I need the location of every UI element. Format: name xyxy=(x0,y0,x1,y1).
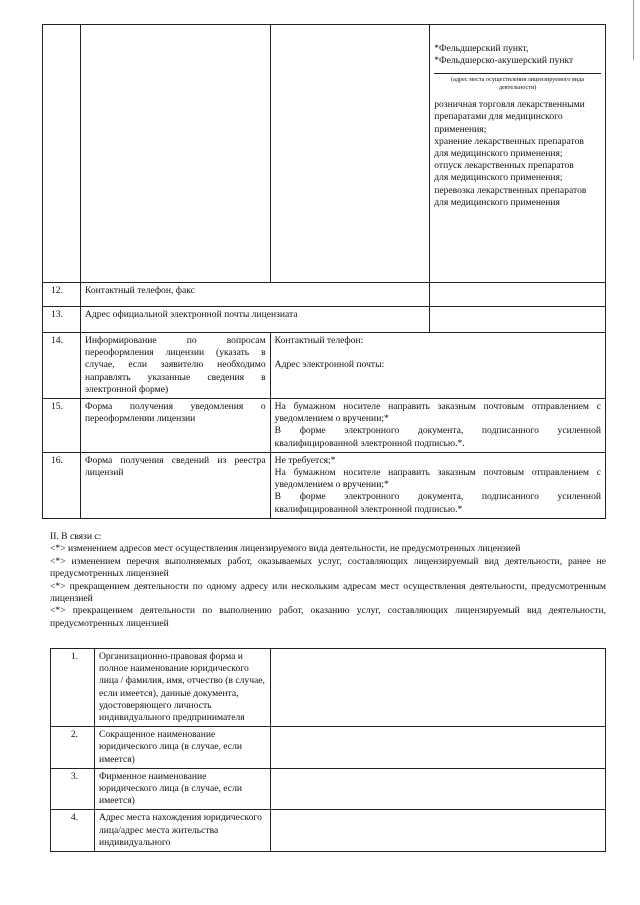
activity-line: хранение лекарственных препаратов xyxy=(434,135,584,147)
row-value xyxy=(270,452,605,518)
row-label: Форма получения уведомления о переоформлении лицензии xyxy=(80,399,270,453)
table-row-licenses xyxy=(43,25,606,283)
row-number: 4. xyxy=(51,810,95,852)
application-table-part2 xyxy=(50,648,606,852)
value-line: В форме электронного документа, подписанного усиленной квалифицированной электронной подписью.* xyxy=(274,491,601,515)
reason-item: <*> прекращением деятельности по выполнению работ, оказанию услуг, составляющих лицензируемый вид деятельности, предусмотренных лицензией xyxy=(50,605,606,629)
row-label: Сокращенное наименование юридического лица (в случае, если имеется) xyxy=(94,727,270,769)
row-value xyxy=(270,649,605,727)
row-label: Адрес официальной электронной почты лицензиата xyxy=(80,307,429,333)
table-row-16 xyxy=(43,452,606,518)
activity-line: розничная торговля лекарственными препаратами для медицинского применения; xyxy=(434,99,585,135)
table-row-4 xyxy=(51,810,606,852)
section-two xyxy=(50,531,606,630)
activity-line: для медицинского применения xyxy=(434,196,560,208)
address-caption: (адрес места осуществления лицензируемого вида деятельности) xyxy=(434,73,601,91)
row-label: Адрес места нахождения юридического лица/адрес места жительства индивидуального xyxy=(94,810,270,852)
value-line: На бумажном носителе направить заказным почтовым отправлением с уведомлением о вручении;* xyxy=(274,401,601,425)
table-row-1 xyxy=(51,649,606,727)
row-value xyxy=(270,333,605,399)
activity-line: для медицинского применения; xyxy=(434,172,563,184)
row-number: 2. xyxy=(51,727,95,769)
cell-empty xyxy=(80,25,270,283)
row-number: 3. xyxy=(51,768,95,810)
row-value xyxy=(270,768,605,810)
table-row-14 xyxy=(43,333,606,399)
activity-line: перевозка лекарственных препаратов xyxy=(434,184,587,196)
row-label: Организационно-правовая форма и полное наименование юридического лица / фамилия, имя, отчество (в случае, если имеется), данные документа, удостоверяющего личность индивидуального предпринимателя xyxy=(94,649,270,727)
table-row-15 xyxy=(43,399,606,453)
table-row-3 xyxy=(51,768,606,810)
row-label: Фирменное наименование юридического лица (в случае, если имеется) xyxy=(94,768,270,810)
cell-empty xyxy=(270,25,430,283)
row-value xyxy=(430,307,606,333)
cell-license-points xyxy=(430,25,606,283)
row-value xyxy=(430,283,606,307)
table-row-13 xyxy=(43,307,606,333)
activity-line: для медицинского применения; xyxy=(434,148,563,160)
row-number: 13. xyxy=(43,307,81,333)
section-heading: II. В связи с: xyxy=(50,531,102,542)
page-edge-mark xyxy=(633,0,640,60)
value-line: Адрес электронной почты: xyxy=(274,359,385,371)
reason-item: <*> прекращением деятельности по одному адресу или нескольким адресам мест осуществления деятельности, предусмотренным лицензией xyxy=(50,580,606,605)
reason-item: <*> изменением перечня выполняемых работ, оказываемых услуг, составляющих лицензируемый вид деятельности, ранее не предусмотренных лицензией xyxy=(50,555,606,580)
application-table-part1 xyxy=(42,24,606,519)
value-line: Контактный телефон: xyxy=(274,335,364,346)
row-number: 14. xyxy=(43,333,81,399)
row-value xyxy=(270,810,605,852)
table-row-12 xyxy=(43,283,606,307)
license-point: *Фельдшерско-акушерский пункт xyxy=(434,55,574,67)
row-number: 12. xyxy=(43,283,81,307)
value-line: В форме электронного документа, подписанного усиленной квалифицированной электронной подписью.*. xyxy=(274,425,601,449)
row-label: Форма получения сведений из реестра лицензий xyxy=(80,452,270,518)
activity-line: отпуск лекарственных препаратов xyxy=(434,160,574,172)
row-label: Контактный телефон, факс xyxy=(80,283,429,307)
row-label: Информирование по вопросам переоформления лицензии (указать в случае, если заявителю необходимо направлять указанные сведения в электронной форме) xyxy=(80,333,270,399)
row-value xyxy=(270,399,605,453)
row-number: 16. xyxy=(43,452,81,518)
row-value xyxy=(270,727,605,769)
value-line: На бумажном носителе направить заказным почтовым отправлением с уведомлением о вручении;* xyxy=(274,467,601,491)
row-number: 15. xyxy=(43,399,81,453)
value-line: Не требуется;* xyxy=(274,454,336,466)
table-row-2 xyxy=(51,727,606,769)
license-point: *Фельдшерский пункт, xyxy=(434,43,529,54)
cell-empty xyxy=(43,25,81,283)
row-number: 1. xyxy=(51,649,95,727)
reason-item: <*> изменением адресов мест осуществления лицензируемого вида деятельности, не предусмотренных лицензией xyxy=(50,543,521,555)
